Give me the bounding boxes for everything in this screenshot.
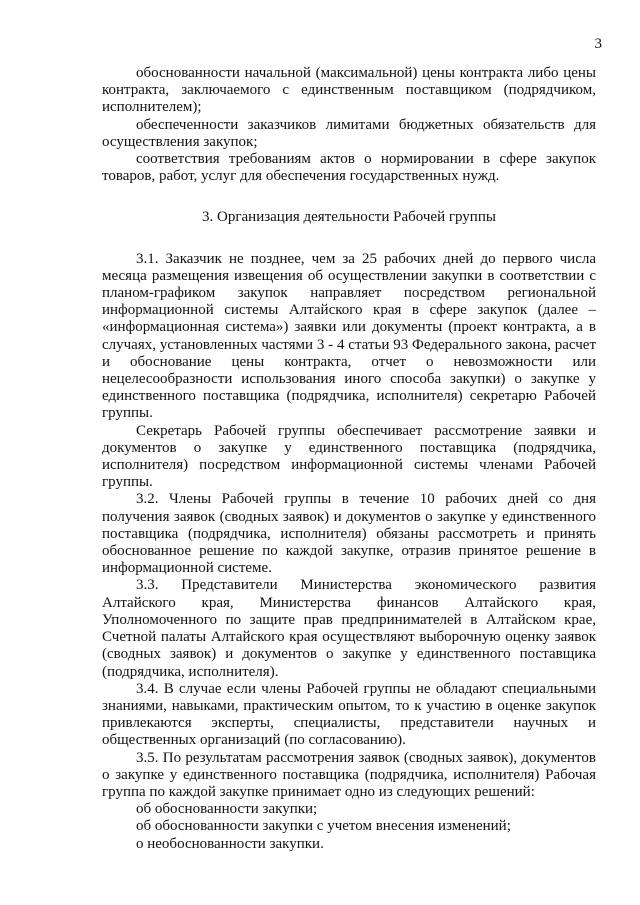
paragraph-3-5: 3.5. По результатам рассмотрения заявок (сводных заявок), документов о закупке у единственного поставщика (подрядчика, исполнителя) Рабочая группа по каждой закупке принимает одно из следующих решений: bbox=[102, 749, 596, 800]
document-body bbox=[102, 65, 596, 853]
list-item: обеспеченности заказчиков лимитами бюджетных обязательств для осуществления закупок; bbox=[102, 116, 596, 150]
paragraph-3-4: 3.4. В случае если члены Рабочей группы не обладают специальными знаниями, навыками, практическим опытом, то к участию в оценке закупок привлекаются эксперты, специалисты, представители научных и общественных организаций (по согласованию). bbox=[102, 680, 596, 749]
paragraph-secretary: Секретарь Рабочей группы обеспечивает рассмотрение заявки и документов о закупке у единственного поставщика (подрядчика, исполнителя) посредством информационной системы членами Рабочей группы. bbox=[102, 422, 596, 491]
decision-item: о необоснованности закупки. bbox=[136, 835, 324, 852]
paragraph-3-2: 3.2. Члены Рабочей группы в течение 10 рабочих дней со дня получения заявок (сводных заявок) и документов о закупке у единственного поставщика (подрядчика, исполнителя) обязаны рассмотреть и принять обоснованное решение по каждой закупке, отразив принятое решение в информационной системе. bbox=[102, 491, 596, 577]
paragraph-3-3: 3.3. Представители Министерства экономического развития Алтайского края, Министерства финансов Алтайского края, Уполномоченного по защите прав предпринимателей в Алтайском крае, Счетной палаты Алтайского края осуществляют выборочную оценку заявок (сводных заявок) и документов о закупке у единственного поставщика (подрядчика, исполнителя). bbox=[102, 577, 596, 680]
list-item: обоснованности начальной (максимальной) цены контракта либо цены контракта, заключаемого с единственным поставщиком (подрядчиком, исполнителем); bbox=[102, 65, 596, 116]
page-number: 3 bbox=[594, 36, 602, 52]
decision-item: об обоснованности закупки; bbox=[136, 801, 318, 818]
decision-item: об обоснованности закупки с учетом внесения изменений; bbox=[136, 818, 511, 835]
section-heading: 3. Организация деятельности Рабочей группы bbox=[202, 209, 496, 226]
paragraph-3-1: 3.1. Заказчик не позднее, чем за 25 рабочих дней до первого числа месяца размещения извещения об осуществлении закупки в соответствии с планом-графиком закупок направляет посредством региональной информационной системы Алтайского края в сфере закупок (далее – «информационная система») заявки или документы (проект контракта, а в случаях, установленных частями 3 - 4 статьи 93 Федерального закона, расчет и обоснование цены контракта, отчет о невозможности или нецелесообразности использования иного способа закупки) о закупке у единственного поставщика (подрядчика, исполнителя) секретарю Рабочей группы. bbox=[102, 250, 596, 422]
list-item: соответствия требованиям актов о нормировании в сфере закупок товаров, работ, услуг для обеспечения государственных нужд. bbox=[102, 151, 596, 185]
